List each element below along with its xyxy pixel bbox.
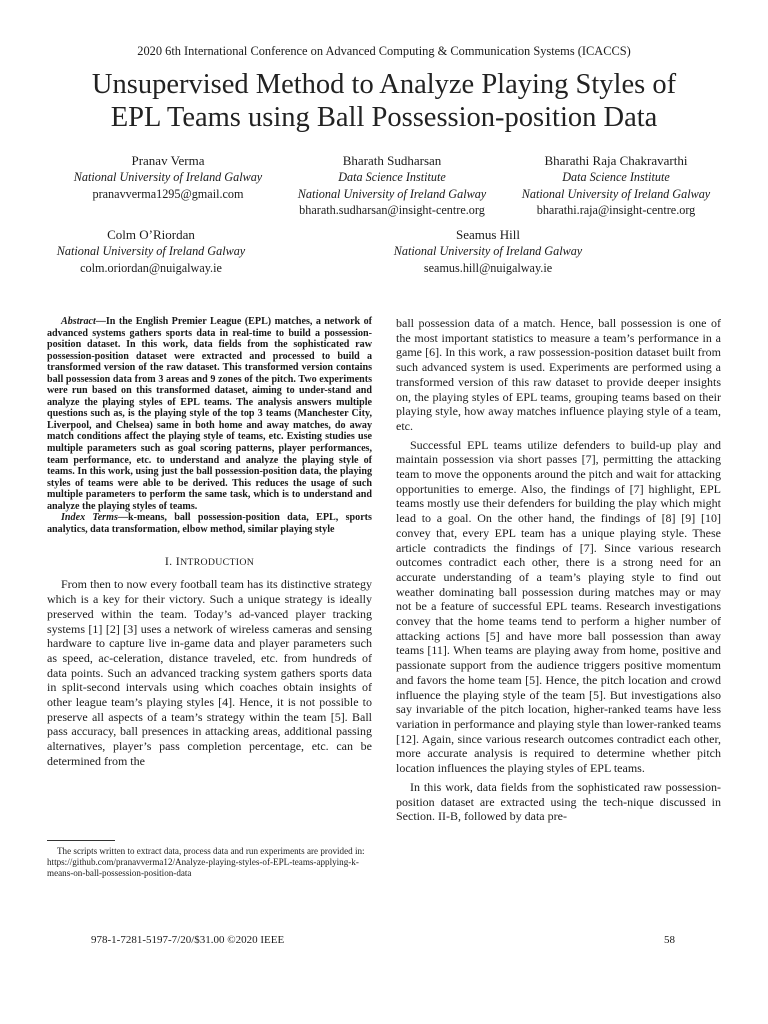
author-affiliation: Data Science Institute: [562, 170, 670, 185]
author-affiliation: Data Science Institute: [338, 170, 446, 185]
title-line-2: EPL Teams using Ball Possession-position Data: [110, 102, 658, 133]
author-email: bharath.sudharsan@insight-centre.org: [299, 202, 485, 217]
author-block: [48, 153, 288, 202]
author-name: Bharath Sudharsan: [342, 153, 442, 168]
paper-title: [20, 68, 748, 134]
author-name: Bharathi Raja Chakravarthi: [544, 153, 688, 168]
index-terms: [47, 512, 372, 535]
right-column: [396, 316, 721, 824]
author-email: pranavverma1295@gmail.com: [92, 186, 244, 201]
section-rest: NTRODUCTION: [180, 557, 255, 569]
author-affiliation: National University of Ireland Galway: [393, 244, 583, 259]
left-column: [47, 316, 372, 769]
author-name: Colm O’Riordan: [107, 227, 195, 242]
author-block: [368, 227, 608, 276]
section-heading: [47, 554, 372, 569]
footnote: [47, 846, 372, 879]
intro-paragraph: From then to now every football team has its distinctive strategy which is a key for their victory. Such a unique strategy is ideally preserved within the team. Today’s ad-vanced player tracking systems [1] [2] [3] uses a network of wireless cameras and sensing hardware to capture live in-game data and player parameters such as speed, ac-celeration, distance traveled, etc. from hundreds of data points. Such an advanced tracking system gathers sports data in split-second intervals using which coaches obtain insights of other league team’s playing styles [4]. Hence, it is not possible to preserve all aspects of a team’s strategy within the team [5]. Ball pass accuracy, ball presences in attacking areas, additional passing alternatives, player’s pass completion percentage, etc. can be determined from the: [47, 577, 372, 768]
footer-isbn: 978-1-7281-5197-7/20/$31.00 ©2020 IEEE: [91, 934, 285, 946]
section-initial: I: [175, 554, 181, 569]
footnote-text: The scripts written to extract data, process data and run experiments are provided in: https://github.com/pranavverma12/Analyze-playing-styles-of-EPL-teams-applying-k-means-on-ball-possession-position-data: [47, 846, 365, 878]
title-line-1: Unsupervised Method to Analyze Playing Styles of: [91, 69, 677, 100]
index-terms-label: Index Terms: [61, 512, 118, 524]
author-name: Seamus Hill: [456, 227, 520, 242]
section-numeral: I.: [164, 554, 176, 569]
abstract-paragraph: [47, 316, 372, 512]
author-email: bharathi.raja@insight-centre.org: [536, 202, 696, 217]
author-block: [272, 153, 512, 218]
author-affiliation: National University of Ireland Galway: [521, 186, 711, 201]
body-paragraph: Successful EPL teams utilize defenders to build-up play and maintain possession via short passes [7], permitting the attacking team to move the opponents around the pitch and wait for attacking opportunities to emerge. Also, the findings of [7] highlight, EPL teams mostly use their defenders for building the play which might lead to a goal. On the other hand, the findings of [8] [9] [10] convey that, every EPL team has a unique playing style. These article contradicts the findings of [7]. Since various research outcomes contradict each other, there is a strong need for an accurate understanding of a team’s playing style to find out weather dominating ball possession during matches may or may not be a feature of successful EPL teams. Research investigations convey that the home teams tend to perform a higher number of attacking actions [5] and have more ball possession than away teams [11]. When teams are playing away from home, positive and passionate support from the audience triggers positive momentum and favors the home team [5]. Hence, the pitch location and crowd influence the playing style of the team [5]. But investigations also say invariable of the pitch location, higher-ranked teams have less variation in performance and playing style than lower-ranked teams [12]. Again, since various research outcomes contradict each other, more accurate analysis is required to determine whether pitch location influences the playing styles of EPL teams.: [396, 437, 721, 776]
index-terms-text: —k-means, ball possession-position data, EPL, sports analytics, data transformation, elbow method, similar playing style: [47, 512, 372, 535]
author-affiliation: National University of Ireland Galway: [297, 186, 487, 201]
footnote-rule: [47, 840, 115, 841]
author-affiliation: National University of Ireland Galway: [56, 244, 246, 259]
body-paragraph: ball possession data of a match. Hence, ball possession is one of the most important statistics to measure a team’s performance in a game [6]. In this work, a raw possession-position dataset built from such advanced system is used. Experiments are performed using a transformed version of this raw dataset to provide deeper insights on, the playing styles of EPL teams, grouping teams based on their playing style, how away matches influence playing style of a team, etc.: [396, 316, 721, 433]
author-email: seamus.hill@nuigalway.ie: [423, 260, 553, 275]
author-affiliation: National University of Ireland Galway: [73, 170, 263, 185]
abstract: [47, 316, 372, 535]
author-block: [31, 227, 271, 276]
intro-body: [47, 577, 372, 768]
author-email: colm.oriordan@nuigalway.ie: [80, 260, 222, 275]
author-block: [496, 153, 736, 218]
abstract-text: —In the English Premier League (EPL) matches, a network of advanced systems gathers sports data in real-time to build a possession-position dataset. In this work, data fields from the sophisticated raw possession-position dataset were extracted and processed to build a transformed version of the raw dataset. This transformed version contains ball possession data from 3 areas and 9 zones of the pitch. Two experiments were run based on this transformed dataset, aiming to under-stand and analyze the playing styles of EPL teams. The analysis answers multiple questions such as, is the playing style of the top 3 teams (Manchester City, Liverpool, and Chelsea) same in both home and away matches, do away match conditions affect the playing style of teams, etc. Existing studies use multiple parameters such as goal scoring patterns, player performances, team performance, etc. to understand and analyze the playing style of teams. In this work, using just the ball possession-position data, the playing styles of teams were able to be derived. This reduces the usage of such multiple parameters to perform the same task, which is to understand and analyze the playing styles of teams.: [47, 316, 372, 512]
conference-header: 2020 6th International Conference on Advanced Computing & Communication Systems (ICACCS): [137, 44, 631, 58]
abstract-label: Abstract: [61, 316, 96, 327]
page-number: 58: [664, 934, 675, 946]
author-name: Pranav Verma: [131, 153, 205, 168]
body-paragraph: In this work, data fields from the sophisticated raw possession-position dataset are extracted using the tech-nique discussed in Section. II-B, followed by data pre-: [396, 779, 721, 824]
